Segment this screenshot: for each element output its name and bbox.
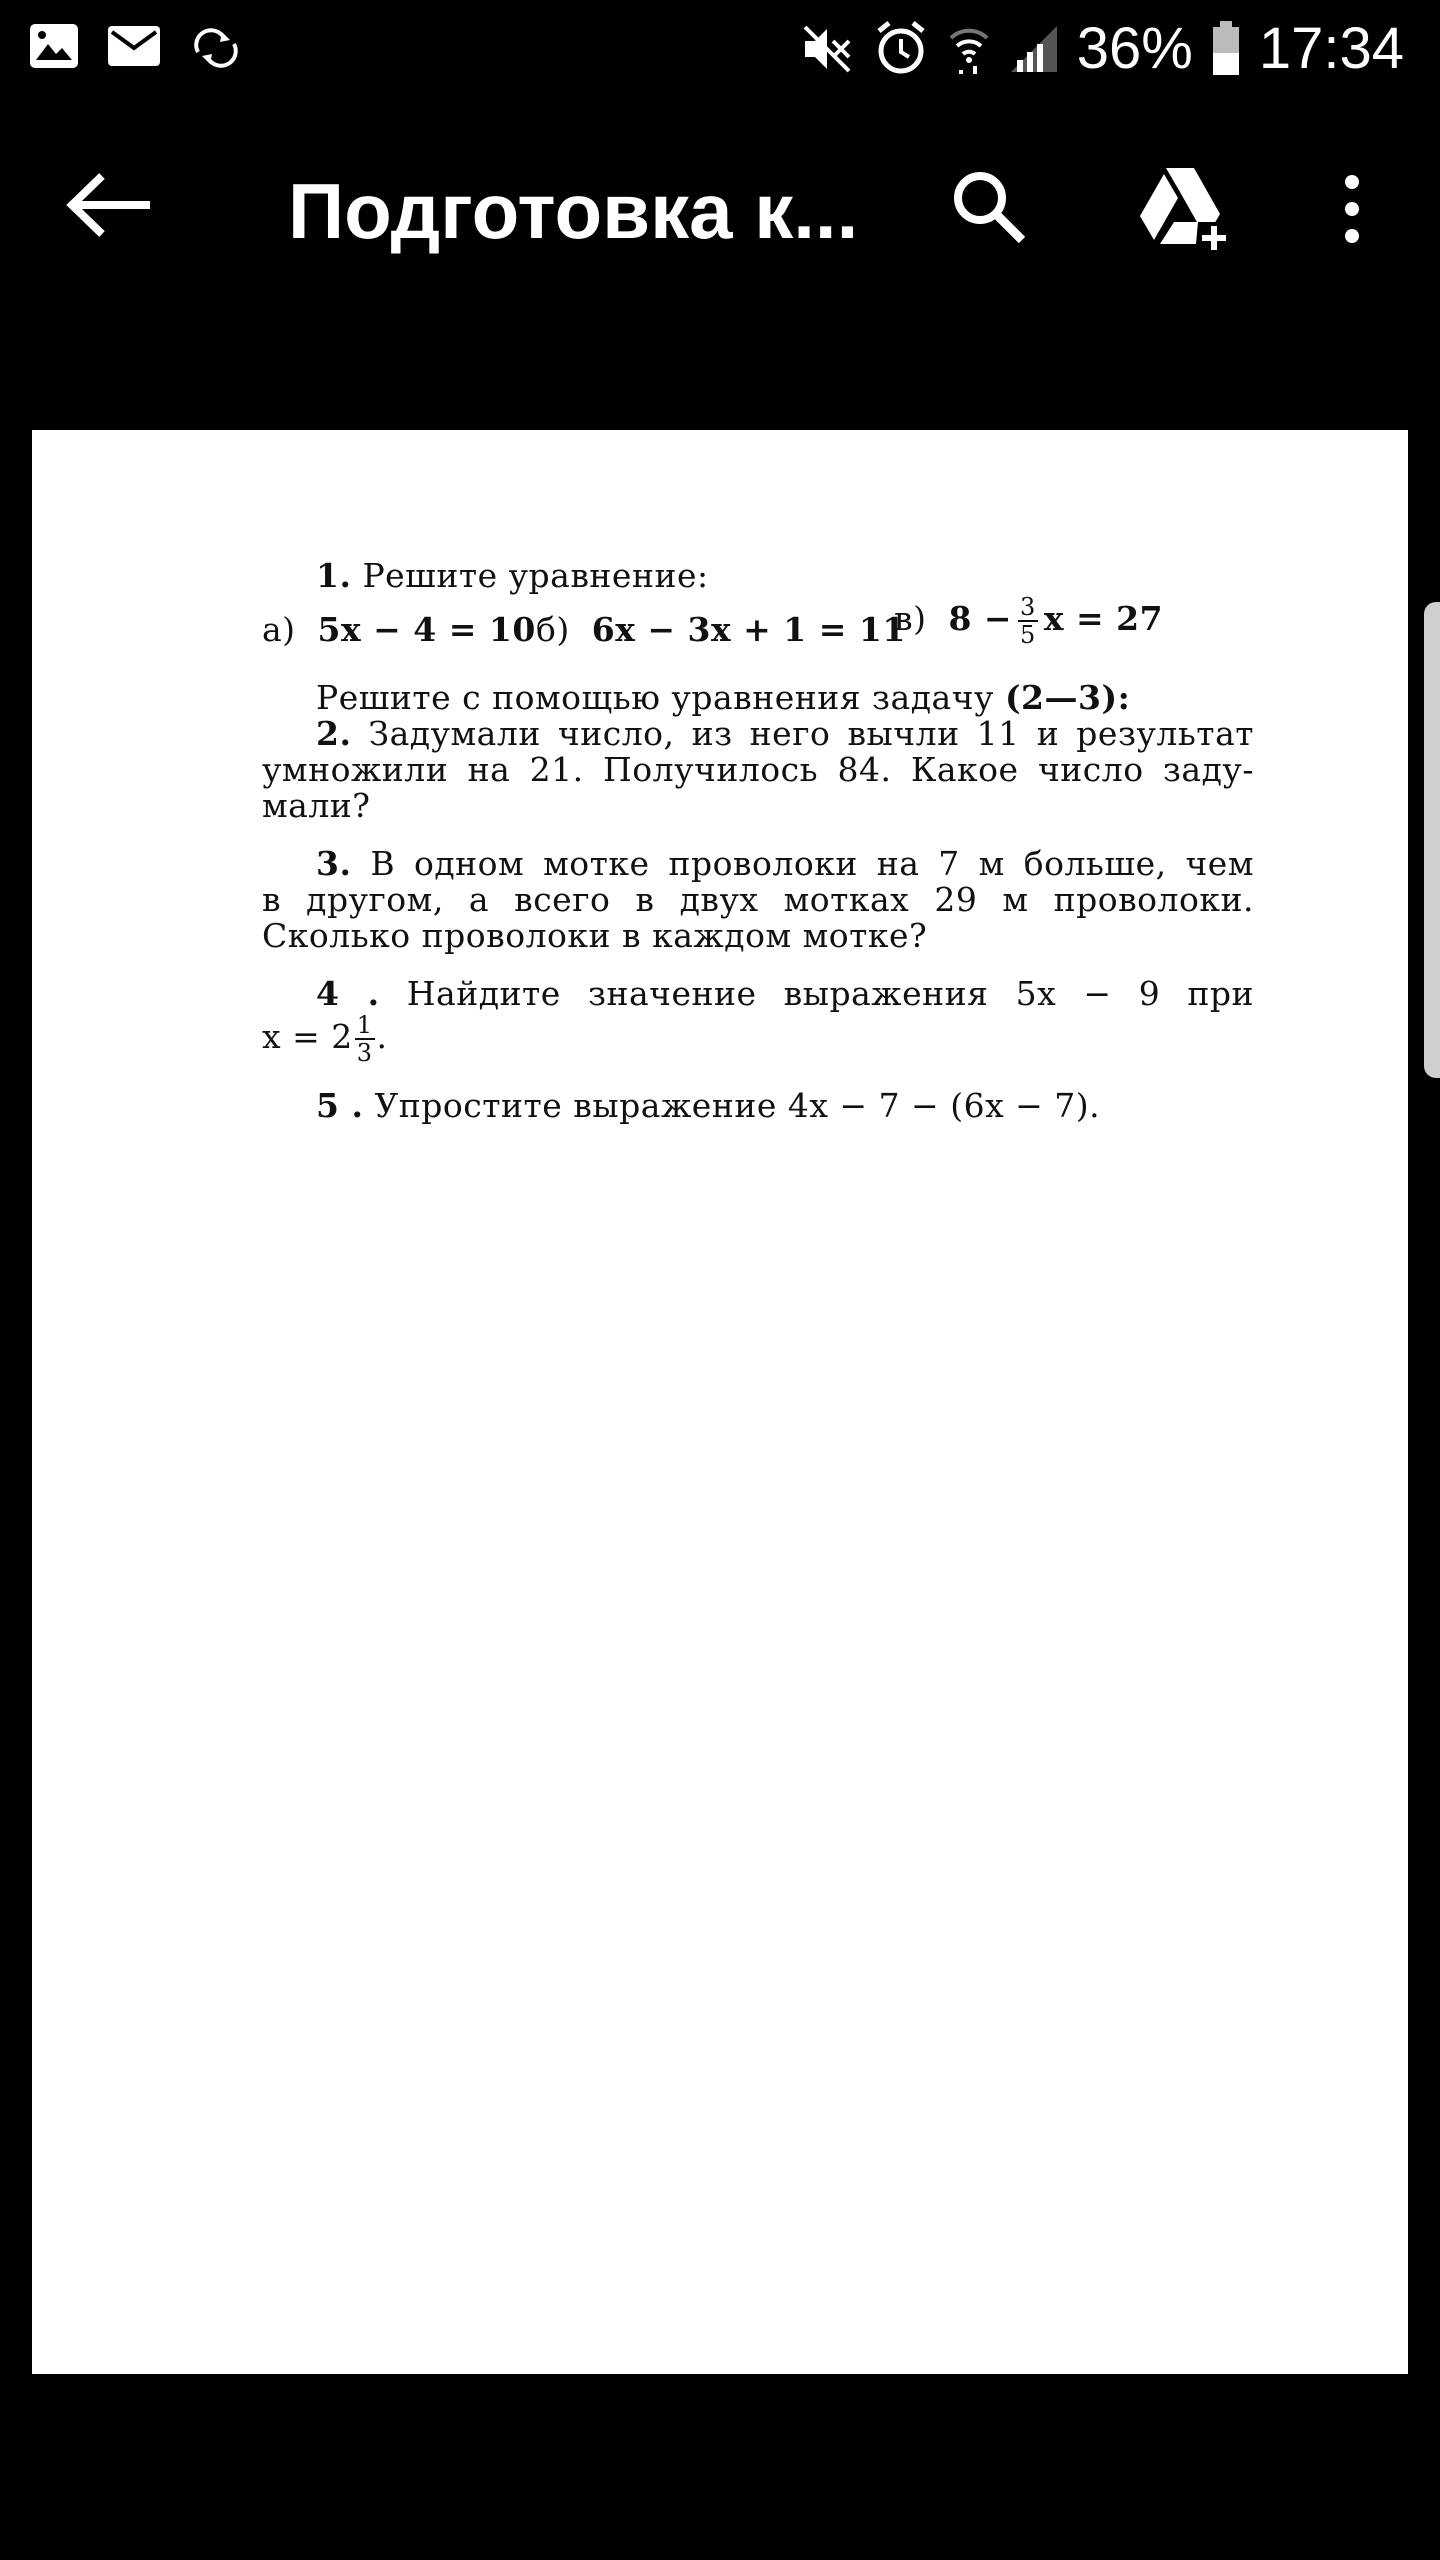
scroll-handle[interactable] bbox=[1424, 602, 1440, 1078]
task1-equations bbox=[262, 594, 1254, 668]
clock: 17:34 bbox=[1258, 16, 1404, 81]
task1-heading: 1. Решите уравнение: bbox=[316, 556, 709, 595]
alarm-icon bbox=[873, 21, 929, 77]
battery-percent: 36% bbox=[1076, 16, 1193, 81]
equation-b: б) 6x − 3x + 1 = 11 bbox=[536, 610, 906, 649]
search-button[interactable] bbox=[948, 166, 1028, 246]
status-left-icons bbox=[28, 22, 244, 70]
task4-line1: 4 . Найдите значение выражения 5x − 9 при bbox=[316, 974, 1254, 1013]
back-arrow-icon bbox=[66, 172, 156, 238]
task3-line1: 3. В одном мотке проволоки на 7 м больше, чем bbox=[316, 844, 1254, 883]
fraction: $\frac{3}{5}$ bbox=[1020, 593, 1036, 649]
mute-icon bbox=[801, 23, 855, 75]
add-to-drive-button[interactable] bbox=[1136, 164, 1232, 252]
equation-a: а) 5x − 4 = 10 bbox=[262, 610, 536, 649]
status-bar bbox=[0, 0, 1440, 96]
fraction: $\frac{1}{3}$ bbox=[356, 1011, 373, 1067]
app-bar bbox=[0, 96, 1440, 322]
task2-line3: мали? bbox=[262, 786, 371, 825]
more-options-button[interactable] bbox=[1332, 174, 1372, 244]
drive-add-icon bbox=[1136, 164, 1232, 252]
wifi-icon bbox=[947, 22, 991, 76]
status-right bbox=[801, 14, 1404, 84]
gallery-icon bbox=[28, 22, 80, 70]
more-vert-icon bbox=[1332, 174, 1372, 244]
task3-line3: Сколько проволоки в каждом мотке? bbox=[262, 916, 928, 955]
signal-icon bbox=[1009, 24, 1059, 74]
back-button[interactable] bbox=[66, 172, 156, 238]
equation-c: в) 8 − $\frac{3}{5}$ x = 27 bbox=[894, 593, 1164, 649]
task2-line1: 2. Задумали число, из него вычли 11 и результат bbox=[316, 714, 1254, 753]
task4-line2: x = 2 $\frac{1}{3}$ . bbox=[262, 1011, 388, 1067]
intro-text: Решите с помощью уравнения задачу (2—3): bbox=[316, 678, 1131, 717]
document-page[interactable] bbox=[32, 430, 1408, 2374]
document-content bbox=[262, 558, 1254, 1124]
battery-icon bbox=[1211, 21, 1241, 77]
mail-icon bbox=[106, 24, 162, 68]
task3-line2: в другом, а всего в двух мотках 29 м проволоки. bbox=[262, 880, 1254, 919]
task5: 5 . Упростите выражение 4x − 7 − (6x − 7). bbox=[316, 1086, 1101, 1125]
document-title: Подготовка к... bbox=[288, 167, 859, 255]
sync-icon bbox=[188, 22, 244, 70]
task2-line2: умножили на 21. Получилось 84. Какое число заду- bbox=[262, 750, 1254, 789]
search-icon bbox=[948, 166, 1028, 246]
